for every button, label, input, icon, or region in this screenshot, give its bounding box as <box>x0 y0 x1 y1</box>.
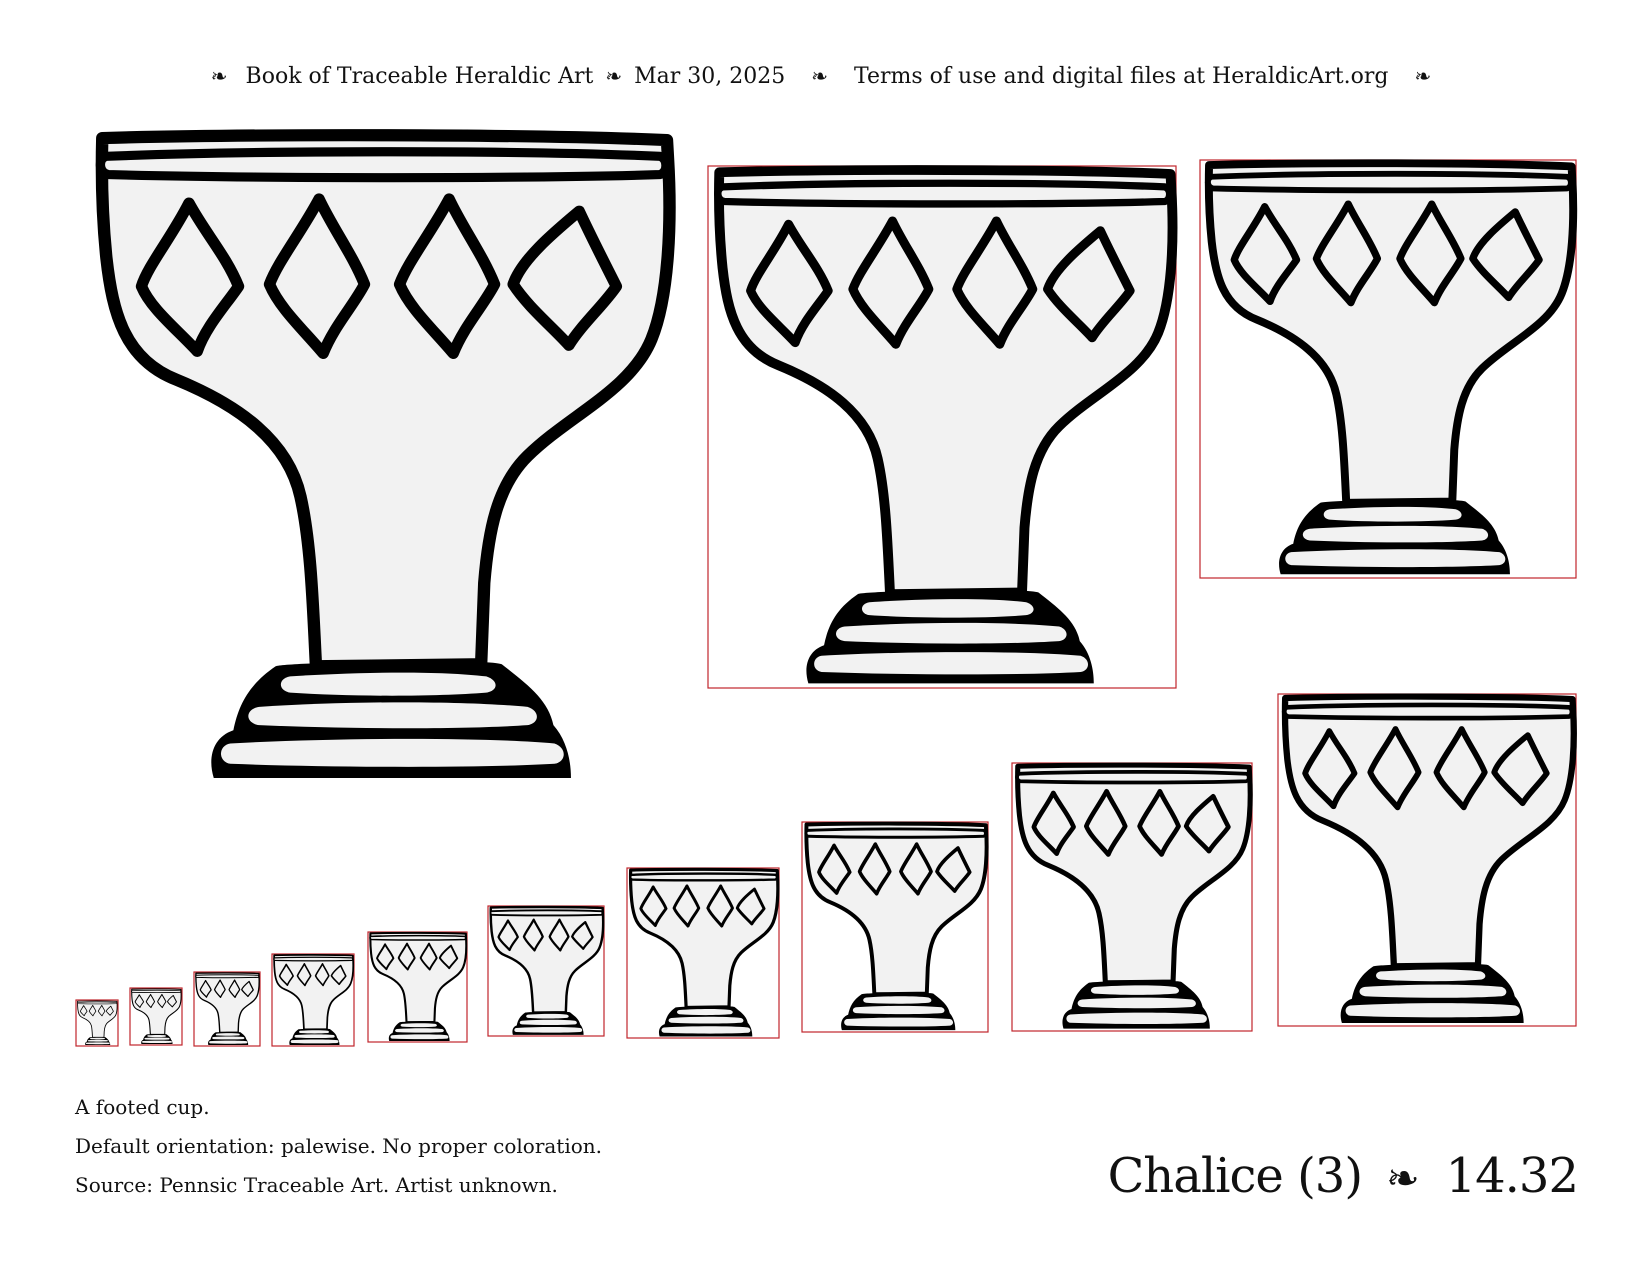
chalice-figure <box>1278 694 1576 1026</box>
chalice-figure <box>368 932 467 1042</box>
chalice-figure <box>708 166 1176 688</box>
chalice-figures <box>76 135 1576 1046</box>
chalice-icon <box>274 955 353 1045</box>
chalice-icon <box>806 824 987 1031</box>
plate-name: Chalice (3) <box>1107 1148 1363 1204</box>
chalice-figure <box>272 954 354 1046</box>
chalice-figure <box>1200 160 1576 578</box>
ornament-icon: ❧ <box>1414 64 1432 88</box>
chalice-figure <box>76 1000 118 1046</box>
publication-date: Mar 30, 2025 <box>634 63 786 89</box>
chalice-icon <box>132 989 182 1044</box>
chalice-figure <box>100 135 669 778</box>
orientation-line: Default orientation: palewise. No proper coloration. <box>75 1134 603 1158</box>
chalice-figure <box>627 868 779 1038</box>
ornament-icon: ❧ <box>1386 1156 1420 1202</box>
ornament-icon: ❧ <box>210 64 228 88</box>
chalice-figure <box>194 972 260 1046</box>
ornament-icon: ❧ <box>605 64 623 88</box>
plate-number: 14.32 <box>1445 1148 1578 1204</box>
terms-link[interactable]: Terms of use and digital files at HeraldicArt.org <box>854 63 1389 89</box>
plate-title <box>1108 1148 1578 1204</box>
chalice-figure <box>802 822 988 1032</box>
chalice-icon <box>370 933 466 1041</box>
chalice-icon <box>100 135 669 778</box>
chalice-icon <box>630 869 778 1036</box>
chalice-icon <box>1017 765 1250 1029</box>
chalice-icon <box>1284 697 1574 1023</box>
chalice-icon <box>196 973 259 1045</box>
description-block <box>75 1088 602 1205</box>
source-line: Source: Pennsic Traceable Art. Artist unknown. <box>75 1173 558 1197</box>
chalice-icon <box>490 907 603 1035</box>
chalice-icon <box>718 170 1173 683</box>
chalice-figure <box>130 988 182 1045</box>
chalice-icon <box>1208 163 1573 574</box>
description-line: A footed cup. <box>75 1095 210 1119</box>
ornament-icon: ❧ <box>811 64 828 88</box>
chalice-figure <box>1012 763 1252 1031</box>
chalice-icon <box>77 1001 117 1045</box>
book-title: Book of Traceable Heraldic Art <box>245 63 594 89</box>
chalice-figure <box>488 906 604 1036</box>
